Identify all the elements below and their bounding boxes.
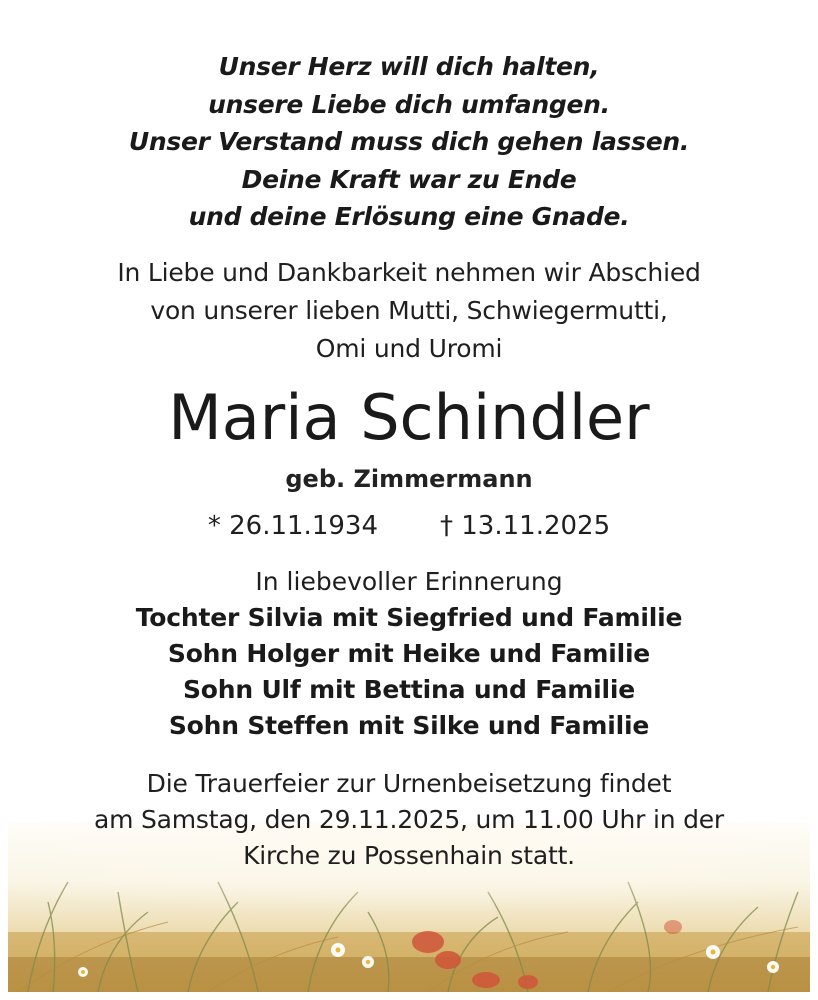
memorial-verse [8,48,810,236]
death-date: † 13.11.2025 [440,510,611,541]
verse-line: unsere Liebe dich umfangen. [208,89,610,119]
notice-text [8,8,810,874]
funeral-line: Kirche zu Possenhain statt. [243,840,575,870]
intro-line: In Liebe und Dankbarkeit nehmen wir Abschied [117,257,701,287]
verse-line: und deine Erlösung eine Gnade. [188,202,630,231]
intro-line: Omi und Uromi [315,333,503,363]
intro-line: von unserer lieben Mutti, Schwiegermutti, [150,295,668,325]
mourner-entry: Tochter Silvia mit Siegfried und Familie [135,602,683,632]
verse-line: Unser Herz will dich halten, [218,52,600,81]
mourners-list [8,600,810,744]
birth-date: * 26.11.1934 [207,510,378,541]
mourner-entry: Sohn Ulf mit Bettina und Familie [182,674,636,704]
funeral-line: am Samstag, den 29.11.2025, um 11.00 Uhr in der [93,804,725,834]
memory-line: In liebevoller Erinnerung [255,566,563,596]
maiden-name: geb. Zimmermann [285,464,533,493]
life-dates [8,508,810,544]
verse-line: Unser Verstand muss dich gehen lassen. [128,127,690,156]
deceased-name: Maria Schindler [168,380,650,454]
farewell-intro [8,254,810,368]
verse-line: Deine Kraft war zu Ende [241,164,577,194]
mourner-entry: Sohn Steffen mit Silke und Familie [168,710,650,740]
obituary-notice [8,8,810,992]
funeral-info [8,766,810,874]
mourner-entry: Sohn Holger mit Heike und Familie [167,638,651,668]
funeral-line: Die Trauerfeier zur Urnenbeisetzung findet [146,768,672,798]
